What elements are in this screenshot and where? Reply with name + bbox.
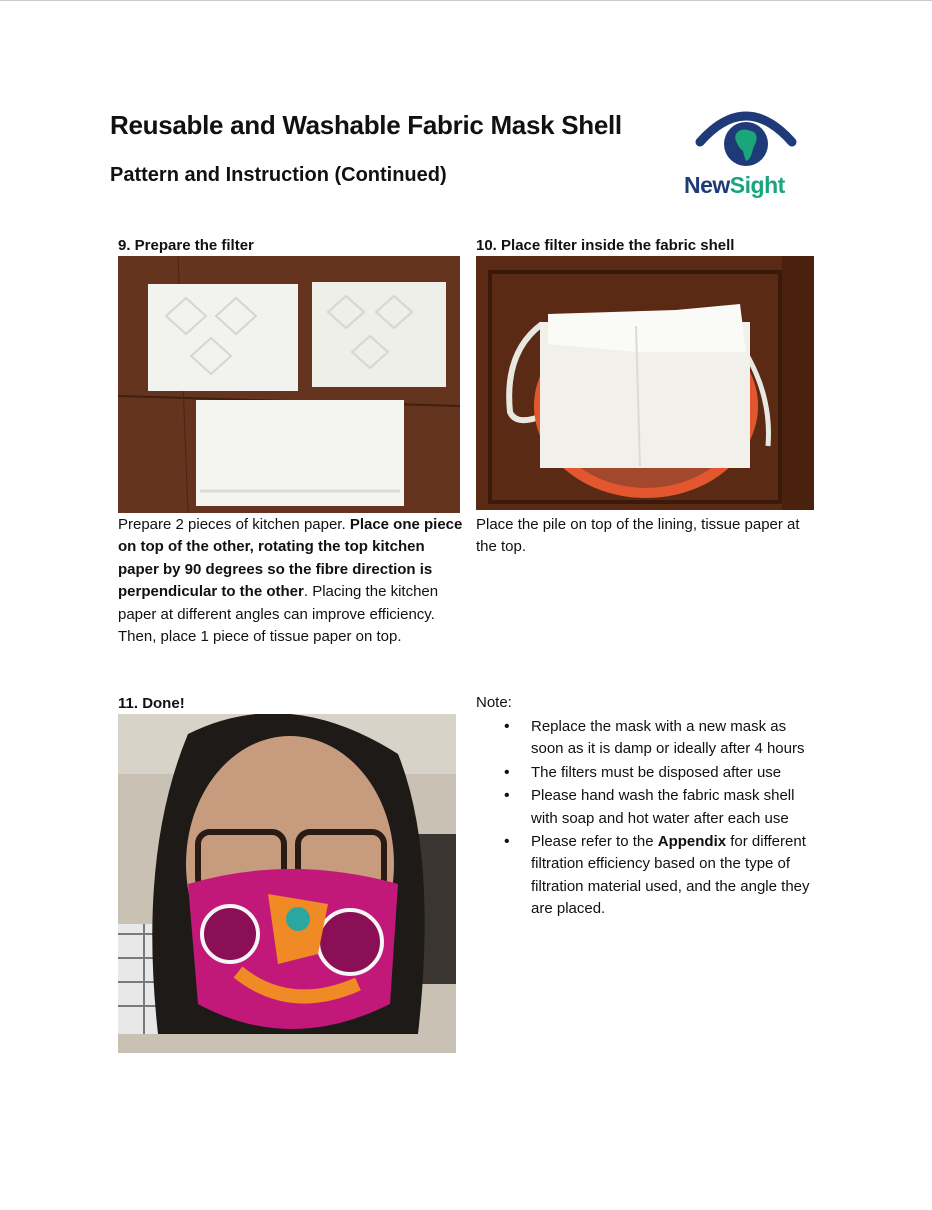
step-11-heading: 11. Done!	[118, 695, 185, 712]
note-item	[476, 831, 821, 921]
page-top-border	[0, 0, 932, 1]
note-item-post: for different filtration efficiency based on the type of filtration material used, and the angle they are placed.	[531, 833, 810, 918]
note-label: Note:	[476, 694, 512, 711]
logo-word-sight: Sight	[729, 172, 785, 198]
appendix-reference: Appendix	[657, 833, 727, 851]
photo-person-wearing-mask	[118, 714, 456, 1053]
step-9-text	[118, 514, 466, 648]
step-9-text-c: . Placing the kitchen paper at different angles can improve efficiency. Then, place 1 piece of tissue paper on top.	[118, 583, 439, 646]
step-9-heading: 9. Prepare the filter	[118, 237, 254, 254]
eye-africa-icon	[694, 106, 798, 168]
logo-word-new: New	[684, 172, 730, 198]
step-9-text-a: Prepare 2 pieces of kitchen paper.	[118, 516, 350, 533]
page-title: Reusable and Washable Fabric Mask Shell	[110, 110, 622, 140]
note-item: • The filters must be disposed after use	[476, 762, 821, 784]
photo-filter-in-shell	[476, 256, 814, 510]
note-item: • Replace the mask with a new mask as soon as it is damp or ideally after 4 hours	[476, 716, 821, 761]
note-item-pre: Please refer to the	[531, 833, 658, 851]
photo-kitchen-paper-filters	[118, 256, 460, 513]
step-9-text-bold: Place one piece on top of the other, rotating the top kitchen paper by 90 degrees so the fibre direction is perpendicular to the other	[118, 516, 463, 601]
note-item: • Please hand wash the fabric mask shell with soap and hot water after each use	[476, 785, 821, 830]
step-10-text: Place the pile on top of the lining, tissue paper at the top.	[476, 516, 800, 556]
new-sight-logo	[684, 106, 810, 206]
page-subtitle: Pattern and Instruction (Continued)	[110, 164, 447, 186]
note-list	[476, 716, 821, 922]
logo-wordmark	[684, 172, 785, 199]
step-10-heading: 10. Place filter inside the fabric shell	[476, 237, 735, 254]
